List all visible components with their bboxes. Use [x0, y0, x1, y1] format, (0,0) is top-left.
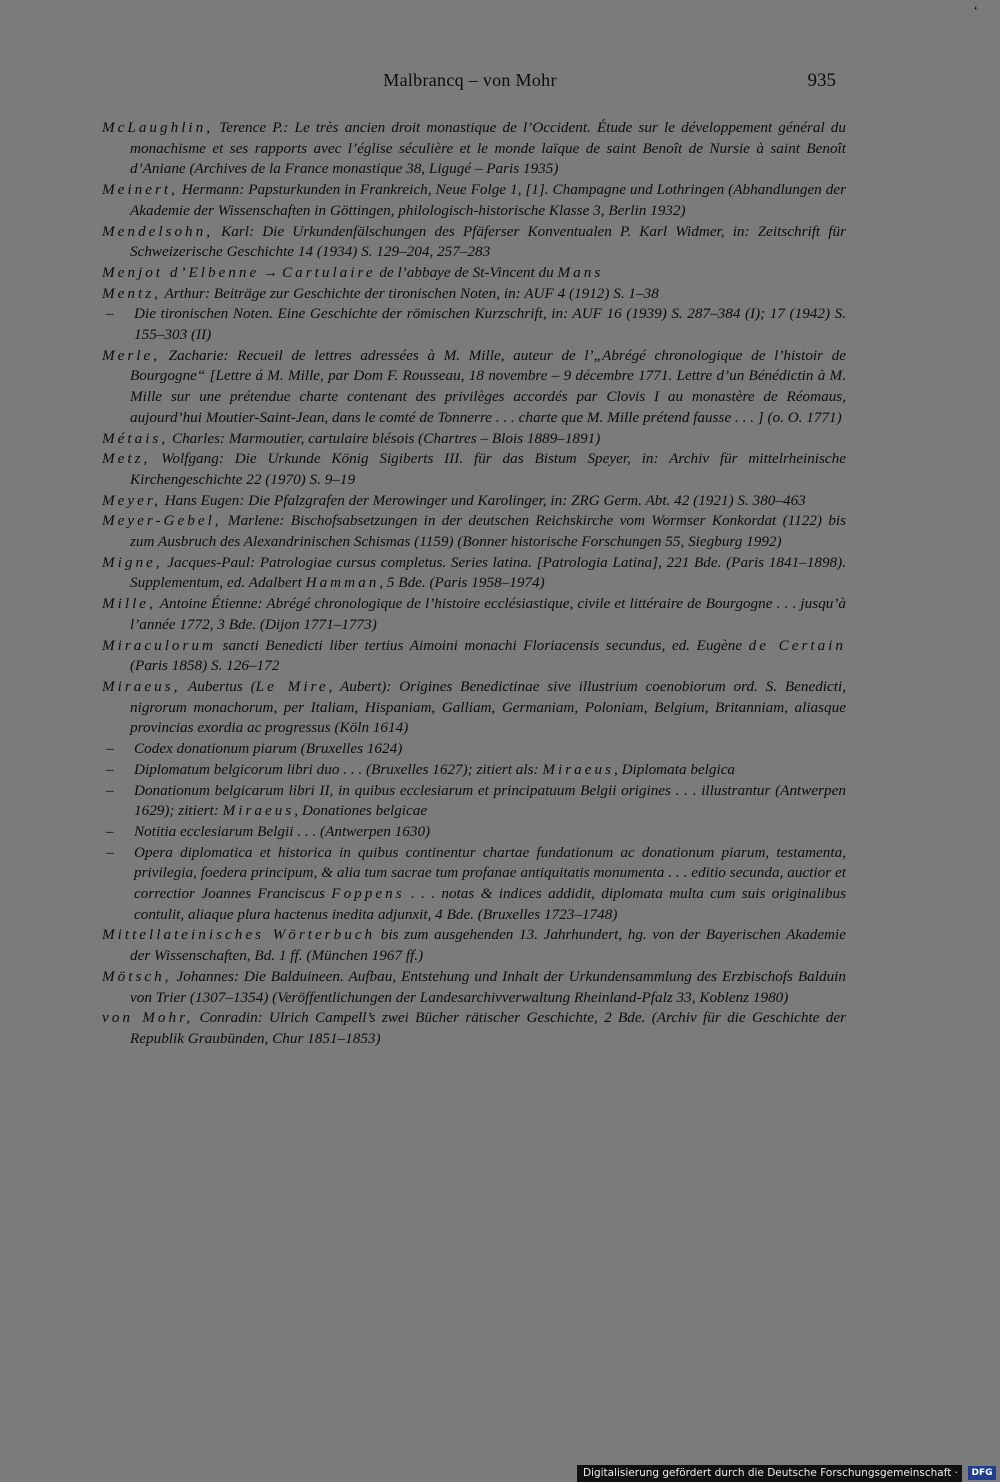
entry-text: Zacharie: Recueil de lettres adressées à M. Mille, auteur de l’„Abrégé chronologique de l’histoir de Bourgogne“ [Lettre á M. Mille, par Dom F. Rousseau, 18 novembre – 9 décembre 1771. Lettre d’un Bénédictin à M. Mille sur une prétendue charte contenant des privilèges accordés par Clovis I au monastère de Réomaus, aujourd’hui Moutier-Saint-Jean, dans le comté de Tonnerre . . . charte que M. Mille prétend fausse . . . ] (o. O. 1771) — [130, 346, 846, 426]
cross-reference: Cartulaire — [282, 263, 376, 281]
bibliography-entry — [102, 346, 846, 429]
bibliography-subentry — [102, 781, 846, 822]
entry-text: Die tironischen Noten. Eine Geschichte der römischen Kurzschrift, in: AUF 16 (1939) S. 287–384 (I); 17 (1942) S. 155–303 (II) — [134, 305, 846, 344]
entry-author: Meyer-Gebel, — [102, 512, 222, 530]
cross-reference-arrow: → — [259, 263, 283, 281]
entry-author: Mittellateinisches Wörterbuch — [102, 926, 376, 944]
bibliography-entry — [102, 449, 846, 490]
bibliography-entry — [102, 553, 846, 594]
cross-reference: Foppens — [331, 885, 405, 903]
entry-text: Aubertus ( — [180, 677, 256, 695]
entry-text: Antoine Étienne: Abrégé chronologique de l’histoire ecclésiastique, civile et littéraire de Bourgogne . . . jusqu’à l’année 1772, 3 Bde. (Dijon 1771–1773) — [130, 595, 846, 633]
page-number: 935 — [807, 70, 836, 91]
entry-text-continued: , Diplomata belgica — [613, 760, 736, 778]
entry-text: Karl: Die Urkundenfälschungen des Pfäferser Konventualen P. Karl Widmer, in: Zeitschrift für Schweizerische Geschichte 14 (1934) S. 129–204, 257–283 — [130, 222, 846, 261]
entry-author: Miraeus, — [102, 677, 181, 695]
bibliography-entry — [102, 263, 846, 284]
entry-text: Conradin: Ulrich Campell’s zwei Bücher rätischer Geschichte, 2 Bde. (Archiv für die Geschichte der Republik Graubünden, Chur 1851–1853) — [130, 1009, 846, 1047]
entry-author: Metz, — [102, 450, 151, 468]
running-head — [100, 70, 840, 100]
entry-author: McLaughlin, — [102, 119, 214, 136]
entry-text-continued: , Donationes belgicae — [294, 802, 428, 820]
entry-author: Migne, — [102, 553, 163, 571]
page-title: Malbrancq – von Mohr — [383, 70, 557, 90]
bibliography-subentry — [102, 739, 846, 760]
entry-text: Hermann: Papsturkunden in Frankreich, Neue Folge 1, [1]. Champagne und Lothringen (Abhandlungen der Akademie der Wissenschaften in Göttingen, philologisch-historische Klasse 3, Berlin 1932) — [130, 181, 846, 219]
entry-author: Miraculorum — [102, 636, 216, 654]
bibliography-subentry — [102, 822, 846, 843]
cross-reference: Miraeus — [542, 760, 614, 778]
entry-text: bis zum ausgehenden 13. Jahrhundert, hg. von der Bayerischen Akademie der Wissenschaften, Bd. 1 ff. (München 1967 ff.) — [130, 926, 846, 965]
entry-text-continued: (Paris 1858) S. 126–172 — [130, 657, 280, 675]
entry-text: Hans Eugen: Die Pfalzgrafen der Merowinger und Karolinger, in: ZRG Germ. Abt. 42 (1921) S. 380–463 — [160, 491, 806, 509]
entry-text: Notitia ecclesiarum Belgii . . . (Antwerpen 1630) — [134, 822, 431, 840]
entry-author: Mentz, — [102, 284, 161, 302]
entry-text: sancti Benedicti liber tertius Aimoini monachi Floriacensis secundus, ed. Eugène — [216, 636, 749, 654]
entry-author: Meyer, — [102, 491, 161, 509]
dfg-logo: DFG — [968, 1466, 996, 1480]
entry-author: Merle, — [102, 346, 161, 364]
entry-text: Marlene: Bischofsabsetzungen in der deutschen Reichskirche vom Wormser Konkordat (1122) bis zum Ausbruch des Alexandrinischen Schismas (1159) (Bonner historische Forschungen 55, Siegburg 1992) — [130, 512, 846, 551]
bibliography-subentry — [102, 843, 846, 926]
corner-mark: ‘ — [973, 4, 978, 19]
bibliography-entry — [102, 429, 846, 450]
bibliography-entry — [102, 284, 846, 305]
subentry-dash: – — [106, 822, 114, 840]
entry-text: Opera diplomatica et historica in quibus continentur chartae fundationum ac donationum piarum, testamenta, privilegia, foedera principum, & alia tum sacrae tum profanae antiquitatis monumenta . . . editio secunda, auctior et correctior Joannes Franciscus — [134, 843, 846, 903]
subentry-dash: – — [106, 781, 114, 799]
cross-reference: Hamman — [305, 574, 380, 592]
bibliography-entry — [102, 636, 846, 677]
bibliography-entry — [102, 1008, 846, 1049]
cross-reference: Mans — [557, 263, 604, 281]
bibliography-entry — [102, 967, 846, 1008]
entry-text: Johannes: Die Balduineen. Aufbau, Entstehung und Inhalt der Urkundensammlung des Erzbischofs Balduin von Trier (1307–1354) (Veröffentlichungen der Landesarchivverwaltung Rheinland-Pfalz 33, Koblenz 1980) — [130, 967, 846, 1006]
entry-text: Codex donationum piarum (Bruxelles 1624) — [134, 740, 403, 758]
bibliography-subentry — [102, 304, 846, 345]
subentry-dash: – — [106, 760, 114, 778]
entry-text: Jacques-Paul: Patrologiae cursus completus. Series latina. [Patrologia Latina], 221 Bde. (Paris 1841–1898). Supplementum, ed. Adalbert — [130, 553, 846, 592]
digitization-credit: Digitalisierung gefördert durch die Deutsche Forschungsgemeinschaft · — [577, 1465, 962, 1482]
bibliography-entry — [102, 222, 846, 263]
bibliography-entry — [102, 511, 846, 552]
subentry-dash: – — [106, 740, 114, 758]
bibliography-entry — [102, 491, 846, 512]
entry-author: Meinert, — [102, 181, 178, 199]
entry-text: Wolfgang: Die Urkunde König Sigiberts III. für das Bistum Speyer, in: Archiv für mittelrheinische Kirchengeschichte 22 (1970) S. 9–19 — [130, 450, 846, 488]
entry-author: Menjot d’Elbenne — [102, 263, 260, 281]
bibliography-list — [102, 118, 846, 1050]
entry-text-continued: , 5 Bde. (Paris 1958–1974) — [379, 574, 545, 592]
entry-text: Arthur: Beiträge zur Geschichte der tironischen Noten, in: AUF 4 (1912) S. 1–38 — [160, 284, 659, 302]
entry-text: Terence P.: Le très ancien droit monastique de l’Occident. Étude sur le développement général du monachisme et ses rapports avec l’église séculière et le monde laïque de saint Benoît de Nursie à saint Benoît d’Aniane (Archives de la France monastique 38, Ligugé – Paris 1935) — [130, 119, 846, 178]
entry-author: Métais, — [102, 429, 169, 447]
entry-text: Charles: Marmoutier, cartulaire blésois (Chartres – Blois 1889–1891) — [168, 429, 601, 447]
entry-author: Mötsch, — [102, 967, 172, 985]
bibliography-entry — [102, 677, 846, 739]
entry-author: von Mohr, — [102, 1009, 194, 1027]
entry-author: Mendelsohn, — [102, 222, 214, 240]
bibliography-entry — [102, 118, 846, 180]
cross-reference: Le Mire — [255, 677, 329, 695]
bibliography-entry — [102, 180, 846, 221]
subentry-dash: – — [106, 305, 114, 323]
bibliography-entry — [102, 594, 846, 635]
bibliography-subentry — [102, 760, 846, 781]
cross-reference: de Certain — [748, 636, 846, 654]
cross-reference: Miraeus — [222, 802, 295, 820]
entry-text-continued: . . . notas & indices addidit, diplomata multa cum suis originalibus contulit, aliaque plura hactenus inedita adjunxit, 4 Bde. (Bruxelles 1723–1748) — [134, 885, 846, 923]
subentry-dash: – — [106, 843, 114, 861]
entry-text: de l’abbaye de St-Vincent du — [375, 263, 558, 281]
entry-text: Diplomatum belgicorum libri duo . . . (Bruxelles 1627); zitiert als: — [134, 760, 543, 778]
entry-text-continued: , Aubert): Origines Benedictinae sive illustrium coenobiorum ord. S. Benedicti, nigrorum monachorum, per Italiam, Hispaniam, Galliam, Germaniam, Poloniam, Belgium, Britanniam, aliasque provincias exordia ac progressus (Köln 1614) — [130, 677, 846, 737]
entry-author: Mille, — [102, 595, 156, 613]
entry-text: Donationum belgicarum libri II, in quibus ecclesiarum et principatuum Belgii origines . . . illustrantur (Antwerpen 1629); zitiert: — [134, 781, 846, 820]
bibliography-entry — [102, 925, 846, 966]
